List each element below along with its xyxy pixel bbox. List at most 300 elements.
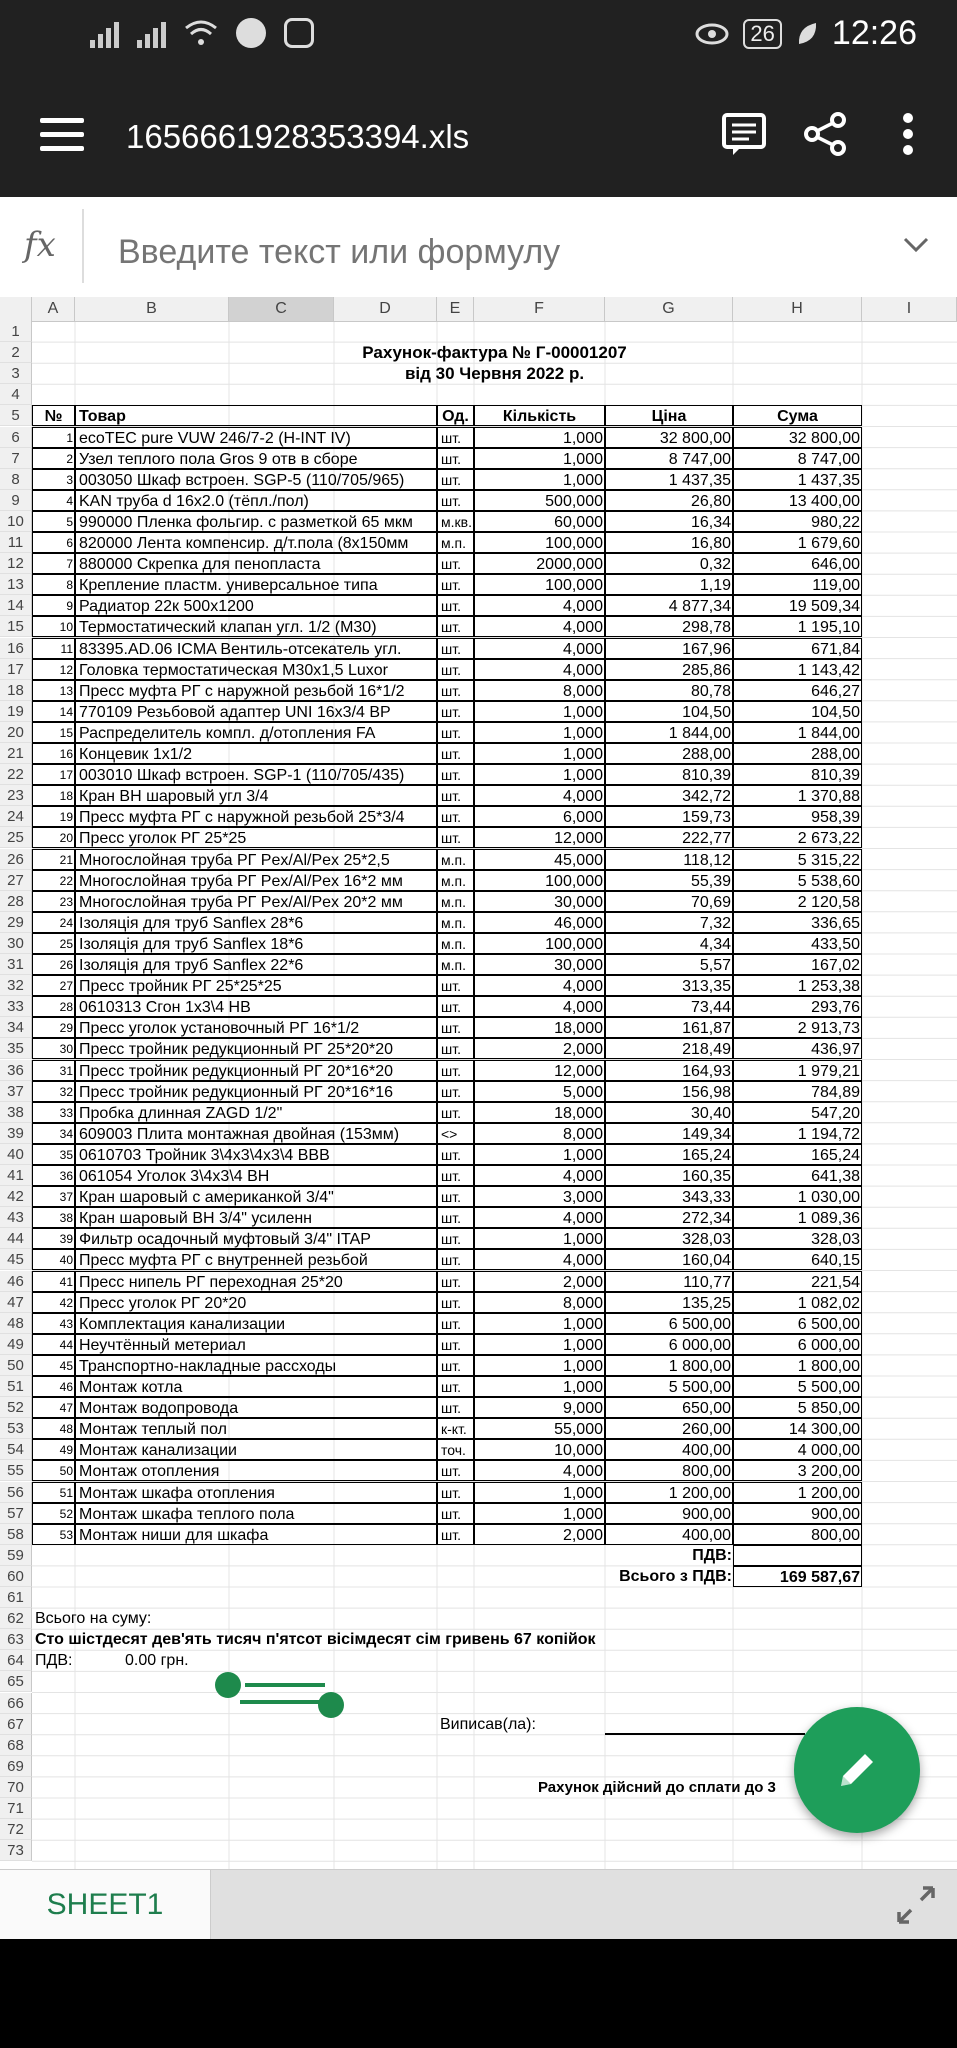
item-name[interactable]: Кран шаровый с американкой 3/4"	[75, 1186, 437, 1207]
item-name[interactable]: Монтаж теплый пол	[75, 1418, 437, 1439]
row-header-16[interactable]: 16	[0, 638, 32, 659]
item-qty[interactable]: 5,000	[474, 1081, 605, 1102]
item-unit[interactable]: шт.	[437, 469, 474, 490]
column-header-a[interactable]: A	[32, 297, 75, 321]
item-qty[interactable]: 12,000	[474, 827, 605, 848]
item-name[interactable]: 990000 Пленка фольгир. с разметкой 65 мкм	[75, 511, 437, 532]
item-number[interactable]: 44	[32, 1334, 75, 1355]
item-sum[interactable]: 433,50	[733, 933, 862, 954]
item-sum[interactable]: 288,00	[733, 743, 862, 764]
item-number[interactable]: 24	[32, 912, 75, 933]
item-sum[interactable]: 958,39	[733, 806, 862, 827]
item-price[interactable]: 5,57	[605, 954, 733, 975]
item-price[interactable]: 80,78	[605, 680, 733, 701]
row-header-32[interactable]: 32	[0, 975, 32, 996]
item-sum[interactable]: 165,24	[733, 1144, 862, 1165]
row-header-56[interactable]: 56	[0, 1482, 32, 1503]
item-qty[interactable]: 4,000	[474, 1207, 605, 1228]
item-qty[interactable]: 4,000	[474, 975, 605, 996]
item-unit[interactable]: м.п.	[437, 933, 474, 954]
row-header-18[interactable]: 18	[0, 680, 32, 701]
item-price[interactable]: 4,34	[605, 933, 733, 954]
item-qty[interactable]: 1,000	[474, 1355, 605, 1376]
item-sum[interactable]: 1 437,35	[733, 469, 862, 490]
row-header-55[interactable]: 55	[0, 1460, 32, 1481]
column-header-h[interactable]: H	[733, 297, 862, 321]
item-price[interactable]: 165,24	[605, 1144, 733, 1165]
item-number[interactable]: 10	[32, 616, 75, 637]
item-price[interactable]: 650,00	[605, 1397, 733, 1418]
row-header-49[interactable]: 49	[0, 1334, 32, 1355]
item-name[interactable]: Многослойная труба РГ Pex/Al/Pex 25*2,5	[75, 849, 437, 870]
item-name[interactable]: Ізоляція для труб Sanflex 22*6	[75, 954, 437, 975]
row-header-41[interactable]: 41	[0, 1165, 32, 1186]
item-sum[interactable]: 1 370,88	[733, 785, 862, 806]
item-price[interactable]: 5 500,00	[605, 1376, 733, 1397]
item-unit[interactable]: шт.	[437, 764, 474, 785]
row-header-23[interactable]: 23	[0, 785, 32, 806]
item-qty[interactable]: 60,000	[474, 511, 605, 532]
row-header-39[interactable]: 39	[0, 1123, 32, 1144]
item-name[interactable]: Монтаж шкафа отопления	[75, 1482, 437, 1503]
item-qty[interactable]: 1,000	[474, 743, 605, 764]
item-qty[interactable]: 1,000	[474, 722, 605, 743]
row-header-63[interactable]: 63	[0, 1629, 32, 1650]
item-name[interactable]: Неучтённый метериал	[75, 1334, 437, 1355]
column-header-g[interactable]: G	[605, 297, 733, 321]
row-header-17[interactable]: 17	[0, 659, 32, 680]
row-header-29[interactable]: 29	[0, 912, 32, 933]
item-qty[interactable]: 2000,000	[474, 553, 605, 574]
item-sum[interactable]: 640,15	[733, 1249, 862, 1270]
column-header-i[interactable]: I	[862, 297, 957, 321]
item-name[interactable]: Монтаж ниши для шкафа	[75, 1524, 437, 1545]
item-name[interactable]: Пробка длинная ZAGD 1/2"	[75, 1102, 437, 1123]
item-price[interactable]: 288,00	[605, 743, 733, 764]
item-qty[interactable]: 8,000	[474, 680, 605, 701]
item-sum[interactable]: 5 500,00	[733, 1376, 862, 1397]
item-price[interactable]: 55,39	[605, 870, 733, 891]
item-qty[interactable]: 4,000	[474, 996, 605, 1017]
item-number[interactable]: 37	[32, 1186, 75, 1207]
item-sum[interactable]: 32 800,00	[733, 427, 862, 448]
item-sum[interactable]: 328,03	[733, 1228, 862, 1249]
item-name[interactable]: Радиатор 22к 500x1200	[75, 595, 437, 616]
item-price[interactable]: 810,39	[605, 764, 733, 785]
header-price[interactable]: Ціна	[605, 405, 733, 426]
row-header-51[interactable]: 51	[0, 1376, 32, 1397]
vat-line-value[interactable]: 0.00 грн.	[125, 1652, 189, 1670]
item-name[interactable]: Пресс тройник РГ 25*25*25	[75, 975, 437, 996]
item-sum[interactable]: 810,39	[733, 764, 862, 785]
item-qty[interactable]: 1,000	[474, 1313, 605, 1334]
validity-note[interactable]: Рахунок дійсний до сплати до 3	[538, 1778, 776, 1796]
row-header-48[interactable]: 48	[0, 1313, 32, 1334]
item-qty[interactable]: 4,000	[474, 785, 605, 806]
item-number[interactable]: 7	[32, 553, 75, 574]
row-header-67[interactable]: 67	[0, 1714, 32, 1735]
item-name[interactable]: 83395.AD.06 ICMA Вентиль-отсекатель угл.	[75, 638, 437, 659]
item-unit[interactable]: <>	[437, 1123, 474, 1144]
sum-words[interactable]: Сто шістдесят дев'ять тисяч п'ятсот вісімдесят сім гривень 67 копійок	[35, 1631, 596, 1649]
item-name[interactable]: Монтаж отопления	[75, 1460, 437, 1481]
item-name[interactable]: Пресс уголок РГ 20*20	[75, 1292, 437, 1313]
chevron-down-icon[interactable]	[903, 227, 929, 261]
item-price[interactable]: 900,00	[605, 1503, 733, 1524]
item-name[interactable]: Комплектация канализации	[75, 1313, 437, 1334]
row-header-15[interactable]: 15	[0, 616, 32, 637]
item-unit[interactable]: м.п.	[437, 870, 474, 891]
item-name[interactable]: 609003 Плита монтажная двойная (153мм)	[75, 1123, 437, 1144]
item-unit[interactable]: шт.	[437, 1397, 474, 1418]
row-header-7[interactable]: 7	[0, 448, 32, 469]
item-name[interactable]: 880000 Скрепка для пенопласта	[75, 553, 437, 574]
item-sum[interactable]: 5 315,22	[733, 849, 862, 870]
item-name[interactable]: Концевик 1x1/2	[75, 743, 437, 764]
item-unit[interactable]: шт.	[437, 574, 474, 595]
item-unit[interactable]: м.п.	[437, 849, 474, 870]
item-number[interactable]: 52	[32, 1503, 75, 1524]
row-header-28[interactable]: 28	[0, 891, 32, 912]
item-unit[interactable]: шт.	[437, 1186, 474, 1207]
invoice-date[interactable]: від 30 Червня 2022 р.	[404, 364, 585, 384]
item-number[interactable]: 45	[32, 1355, 75, 1376]
row-header-10[interactable]: 10	[0, 511, 32, 532]
row-header-26[interactable]: 26	[0, 849, 32, 870]
selection-handle-start[interactable]	[215, 1672, 241, 1698]
item-number[interactable]: 46	[32, 1376, 75, 1397]
item-sum[interactable]: 6 000,00	[733, 1334, 862, 1355]
item-qty[interactable]: 10,000	[474, 1439, 605, 1460]
item-number[interactable]: 22	[32, 870, 75, 891]
row-header-25[interactable]: 25	[0, 827, 32, 848]
item-name[interactable]: Пресс муфта РГ с наружной резьбой 25*3/4	[75, 806, 437, 827]
item-name[interactable]: Узел теплого пола Gros 9 отв в сборе	[75, 448, 437, 469]
item-name[interactable]: Пресс уголок установочный РГ 16*1/2	[75, 1017, 437, 1038]
row-header-46[interactable]: 46	[0, 1271, 32, 1292]
item-qty[interactable]: 4,000	[474, 1460, 605, 1481]
item-number[interactable]: 49	[32, 1439, 75, 1460]
item-number[interactable]: 51	[32, 1482, 75, 1503]
item-unit[interactable]: к-кт.	[437, 1418, 474, 1439]
item-price[interactable]: 110,77	[605, 1271, 733, 1292]
item-number[interactable]: 4	[32, 490, 75, 511]
row-header-64[interactable]: 64	[0, 1650, 32, 1671]
item-name[interactable]: Крепление пластм. универсальное типа	[75, 574, 437, 595]
row-header-59[interactable]: 59	[0, 1545, 32, 1566]
item-name[interactable]: Монтаж водопровода	[75, 1397, 437, 1418]
item-number[interactable]: 25	[32, 933, 75, 954]
row-header-24[interactable]: 24	[0, 806, 32, 827]
item-name[interactable]: Пресс муфта РГ с наружной резьбой 16*1/2	[75, 680, 437, 701]
item-price[interactable]: 1 437,35	[605, 469, 733, 490]
item-name[interactable]: 820000 Лента компенсир. д/т.пола (8x150мм	[75, 532, 437, 553]
item-name[interactable]: 0610313 Сгон 1x3\4 НВ	[75, 996, 437, 1017]
row-header-8[interactable]: 8	[0, 469, 32, 490]
item-price[interactable]: 156,98	[605, 1081, 733, 1102]
item-qty[interactable]: 100,000	[474, 933, 605, 954]
item-qty[interactable]: 1,000	[474, 701, 605, 722]
row-header-61[interactable]: 61	[0, 1587, 32, 1608]
item-number[interactable]: 23	[32, 891, 75, 912]
item-price[interactable]: 0,32	[605, 553, 733, 574]
row-header-12[interactable]: 12	[0, 553, 32, 574]
item-unit[interactable]: шт.	[437, 595, 474, 616]
row-header-9[interactable]: 9	[0, 490, 32, 511]
item-unit[interactable]: шт.	[437, 638, 474, 659]
item-price[interactable]: 1 800,00	[605, 1355, 733, 1376]
item-name[interactable]: Ізоляція для труб Sanflex 28*6	[75, 912, 437, 933]
item-number[interactable]: 43	[32, 1313, 75, 1334]
row-header-72[interactable]: 72	[0, 1819, 32, 1840]
item-qty[interactable]: 18,000	[474, 1017, 605, 1038]
item-unit[interactable]: шт.	[437, 785, 474, 806]
item-sum[interactable]: 221,54	[733, 1271, 862, 1292]
item-sum[interactable]: 641,38	[733, 1165, 862, 1186]
item-number[interactable]: 11	[32, 638, 75, 659]
item-sum[interactable]: 784,89	[733, 1081, 862, 1102]
edit-fab-button[interactable]	[794, 1707, 920, 1833]
item-unit[interactable]: шт.	[437, 806, 474, 827]
item-number[interactable]: 53	[32, 1524, 75, 1545]
row-header-1[interactable]: 1	[0, 321, 32, 342]
item-number[interactable]: 41	[32, 1271, 75, 1292]
item-number[interactable]: 42	[32, 1292, 75, 1313]
item-price[interactable]: 285,86	[605, 659, 733, 680]
row-header-2[interactable]: 2	[0, 342, 32, 363]
row-header-13[interactable]: 13	[0, 574, 32, 595]
vat-label[interactable]: ПДВ:	[692, 1546, 732, 1564]
item-number[interactable]: 26	[32, 954, 75, 975]
row-header-62[interactable]: 62	[0, 1608, 32, 1629]
item-unit[interactable]: шт.	[437, 1313, 474, 1334]
item-qty[interactable]: 4,000	[474, 659, 605, 680]
item-sum[interactable]: 4 000,00	[733, 1439, 862, 1460]
item-sum[interactable]: 3 200,00	[733, 1460, 862, 1481]
item-qty[interactable]: 1,000	[474, 427, 605, 448]
item-qty[interactable]: 30,000	[474, 954, 605, 975]
item-qty[interactable]: 8,000	[474, 1123, 605, 1144]
item-sum[interactable]: 293,76	[733, 996, 862, 1017]
item-sum[interactable]: 1 253,38	[733, 975, 862, 996]
item-price[interactable]: 160,35	[605, 1165, 733, 1186]
row-header-58[interactable]: 58	[0, 1524, 32, 1545]
item-price[interactable]: 167,96	[605, 638, 733, 659]
menu-icon[interactable]	[40, 118, 84, 160]
row-header-71[interactable]: 71	[0, 1798, 32, 1819]
item-price[interactable]: 1 844,00	[605, 722, 733, 743]
item-sum[interactable]: 980,22	[733, 511, 862, 532]
row-header-14[interactable]: 14	[0, 595, 32, 616]
item-unit[interactable]: шт.	[437, 701, 474, 722]
sheet-tab[interactable]: SHEET1	[0, 1870, 211, 1940]
item-sum[interactable]: 336,65	[733, 912, 862, 933]
item-qty[interactable]: 2,000	[474, 1038, 605, 1059]
item-unit[interactable]: шт.	[437, 722, 474, 743]
item-number[interactable]: 12	[32, 659, 75, 680]
item-price[interactable]: 260,00	[605, 1418, 733, 1439]
spreadsheet-grid[interactable]	[0, 297, 957, 1869]
selection-handle-end[interactable]	[318, 1692, 344, 1718]
item-number[interactable]: 31	[32, 1060, 75, 1081]
item-unit[interactable]: м.п.	[437, 912, 474, 933]
item-unit[interactable]: шт.	[437, 553, 474, 574]
item-qty[interactable]: 100,000	[474, 574, 605, 595]
row-header-36[interactable]: 36	[0, 1060, 32, 1081]
item-price[interactable]: 4 877,34	[605, 595, 733, 616]
item-number[interactable]: 50	[32, 1460, 75, 1481]
row-header-70[interactable]: 70	[0, 1777, 32, 1798]
item-number[interactable]: 48	[32, 1418, 75, 1439]
item-price[interactable]: 400,00	[605, 1524, 733, 1545]
item-qty[interactable]: 30,000	[474, 891, 605, 912]
item-name[interactable]: Пресс нипель РГ переходная 25*20	[75, 1271, 437, 1292]
select-all-corner[interactable]	[0, 297, 32, 321]
item-unit[interactable]: шт.	[437, 1503, 474, 1524]
item-price[interactable]: 160,04	[605, 1249, 733, 1270]
item-qty[interactable]: 1,000	[474, 1334, 605, 1355]
item-qty[interactable]: 55,000	[474, 1418, 605, 1439]
row-header-35[interactable]: 35	[0, 1038, 32, 1059]
item-price[interactable]: 6 000,00	[605, 1334, 733, 1355]
row-header-43[interactable]: 43	[0, 1207, 32, 1228]
row-header-30[interactable]: 30	[0, 933, 32, 954]
item-number[interactable]: 40	[32, 1249, 75, 1270]
row-header-27[interactable]: 27	[0, 870, 32, 891]
item-sum[interactable]: 900,00	[733, 1503, 862, 1524]
item-sum[interactable]: 14 300,00	[733, 1418, 862, 1439]
item-qty[interactable]: 8,000	[474, 1292, 605, 1313]
total-value[interactable]: 169 587,67	[733, 1566, 862, 1587]
column-header-e[interactable]: E	[437, 297, 474, 321]
item-number[interactable]: 15	[32, 722, 75, 743]
item-unit[interactable]: шт.	[437, 1524, 474, 1545]
item-number[interactable]: 30	[32, 1038, 75, 1059]
row-header-60[interactable]: 60	[0, 1566, 32, 1587]
item-price[interactable]: 73,44	[605, 996, 733, 1017]
header-qty[interactable]: Кількість	[474, 405, 605, 426]
item-unit[interactable]: шт.	[437, 1038, 474, 1059]
item-price[interactable]: 400,00	[605, 1439, 733, 1460]
row-header-37[interactable]: 37	[0, 1081, 32, 1102]
item-number[interactable]: 19	[32, 806, 75, 827]
share-icon[interactable]	[801, 110, 849, 158]
item-qty[interactable]: 4,000	[474, 638, 605, 659]
item-price[interactable]: 16,34	[605, 511, 733, 532]
item-unit[interactable]: шт.	[437, 1249, 474, 1270]
item-sum[interactable]: 436,97	[733, 1038, 862, 1059]
row-header-52[interactable]: 52	[0, 1397, 32, 1418]
item-number[interactable]: 36	[32, 1165, 75, 1186]
item-name[interactable]: KAN труба d 16x2.0 (тёпл./пол)	[75, 490, 437, 511]
header-unit[interactable]: Од.	[437, 405, 474, 426]
formula-input[interactable]	[118, 233, 838, 272]
row-header-21[interactable]: 21	[0, 743, 32, 764]
item-name[interactable]: Многослойная труба РГ Pex/Al/Pex 16*2 мм	[75, 870, 437, 891]
row-header-57[interactable]: 57	[0, 1503, 32, 1524]
row-header-19[interactable]: 19	[0, 701, 32, 722]
item-sum[interactable]: 6 500,00	[733, 1313, 862, 1334]
item-price[interactable]: 104,50	[605, 701, 733, 722]
issued-by-label[interactable]: Виписав(ла):	[440, 1715, 536, 1733]
item-name[interactable]: Кран ВН шаровый угл 3/4	[75, 785, 437, 806]
item-qty[interactable]: 12,000	[474, 1060, 605, 1081]
row-header-38[interactable]: 38	[0, 1102, 32, 1123]
item-unit[interactable]: шт.	[437, 1292, 474, 1313]
item-price[interactable]: 342,72	[605, 785, 733, 806]
row-header-33[interactable]: 33	[0, 996, 32, 1017]
item-name[interactable]: Многослойная труба РГ Pex/Al/Pex 20*2 мм	[75, 891, 437, 912]
item-unit[interactable]: шт.	[437, 1334, 474, 1355]
item-name[interactable]: Распределитель компл. д/отопления FA	[75, 722, 437, 743]
item-number[interactable]: 34	[32, 1123, 75, 1144]
item-qty[interactable]: 1,000	[474, 1503, 605, 1524]
item-price[interactable]: 118,12	[605, 849, 733, 870]
row-header-47[interactable]: 47	[0, 1292, 32, 1313]
item-name[interactable]: 003050 Шкаф встроен. SGP-5 (110/705/965)	[75, 469, 437, 490]
vat-line-label[interactable]: ПДВ:	[35, 1652, 73, 1670]
item-unit[interactable]: шт.	[437, 1144, 474, 1165]
item-price[interactable]: 16,80	[605, 532, 733, 553]
item-sum[interactable]: 1 979,21	[733, 1060, 862, 1081]
row-header-45[interactable]: 45	[0, 1249, 32, 1270]
row-header-34[interactable]: 34	[0, 1017, 32, 1038]
item-number[interactable]: 13	[32, 680, 75, 701]
item-unit[interactable]: шт.	[437, 975, 474, 996]
item-price[interactable]: 32 800,00	[605, 427, 733, 448]
row-header-31[interactable]: 31	[0, 954, 32, 975]
item-sum[interactable]: 1 194,72	[733, 1123, 862, 1144]
item-sum[interactable]: 119,00	[733, 574, 862, 595]
item-sum[interactable]: 1 082,02	[733, 1292, 862, 1313]
item-unit[interactable]: шт.	[437, 996, 474, 1017]
item-sum[interactable]: 2 673,22	[733, 827, 862, 848]
row-header-20[interactable]: 20	[0, 722, 32, 743]
item-price[interactable]: 70,69	[605, 891, 733, 912]
more-options-icon[interactable]	[884, 110, 932, 158]
comments-icon[interactable]	[720, 110, 768, 158]
row-header-44[interactable]: 44	[0, 1228, 32, 1249]
item-name[interactable]: 061054 Уголок 3\4x3\4 ВН	[75, 1165, 437, 1186]
item-sum[interactable]: 1 089,36	[733, 1207, 862, 1228]
item-sum[interactable]: 167,02	[733, 954, 862, 975]
item-number[interactable]: 47	[32, 1397, 75, 1418]
item-name[interactable]: 0610703 Тройник 3\4x3\4x3\4 ВВВ	[75, 1144, 437, 1165]
item-name[interactable]: Пресс уголок РГ 25*25	[75, 827, 437, 848]
header-sum[interactable]: Сума	[733, 405, 862, 426]
item-name[interactable]: Ізоляція для труб Sanflex 18*6	[75, 933, 437, 954]
item-unit[interactable]: точ.	[437, 1439, 474, 1460]
item-name[interactable]: Фильтр осадочный муфтовый 3/4" ITAP	[75, 1228, 437, 1249]
item-price[interactable]: 135,25	[605, 1292, 733, 1313]
total-label[interactable]: Всього з ПДВ:	[619, 1567, 732, 1585]
item-qty[interactable]: 1,000	[474, 1228, 605, 1249]
item-qty[interactable]: 1,000	[474, 1482, 605, 1503]
item-unit[interactable]: шт.	[437, 1482, 474, 1503]
row-header-22[interactable]: 22	[0, 764, 32, 785]
item-number[interactable]: 3	[32, 469, 75, 490]
item-unit[interactable]: шт.	[437, 659, 474, 680]
item-name[interactable]: Пресс тройник редукционный РГ 20*16*20	[75, 1060, 437, 1081]
item-name[interactable]: Монтаж котла	[75, 1376, 437, 1397]
item-unit[interactable]: шт.	[437, 1355, 474, 1376]
item-price[interactable]: 1,19	[605, 574, 733, 595]
item-number[interactable]: 16	[32, 743, 75, 764]
row-header-40[interactable]: 40	[0, 1144, 32, 1165]
item-price[interactable]: 1 200,00	[605, 1482, 733, 1503]
header-item[interactable]: Товар	[75, 405, 437, 426]
item-sum[interactable]: 1 679,60	[733, 532, 862, 553]
